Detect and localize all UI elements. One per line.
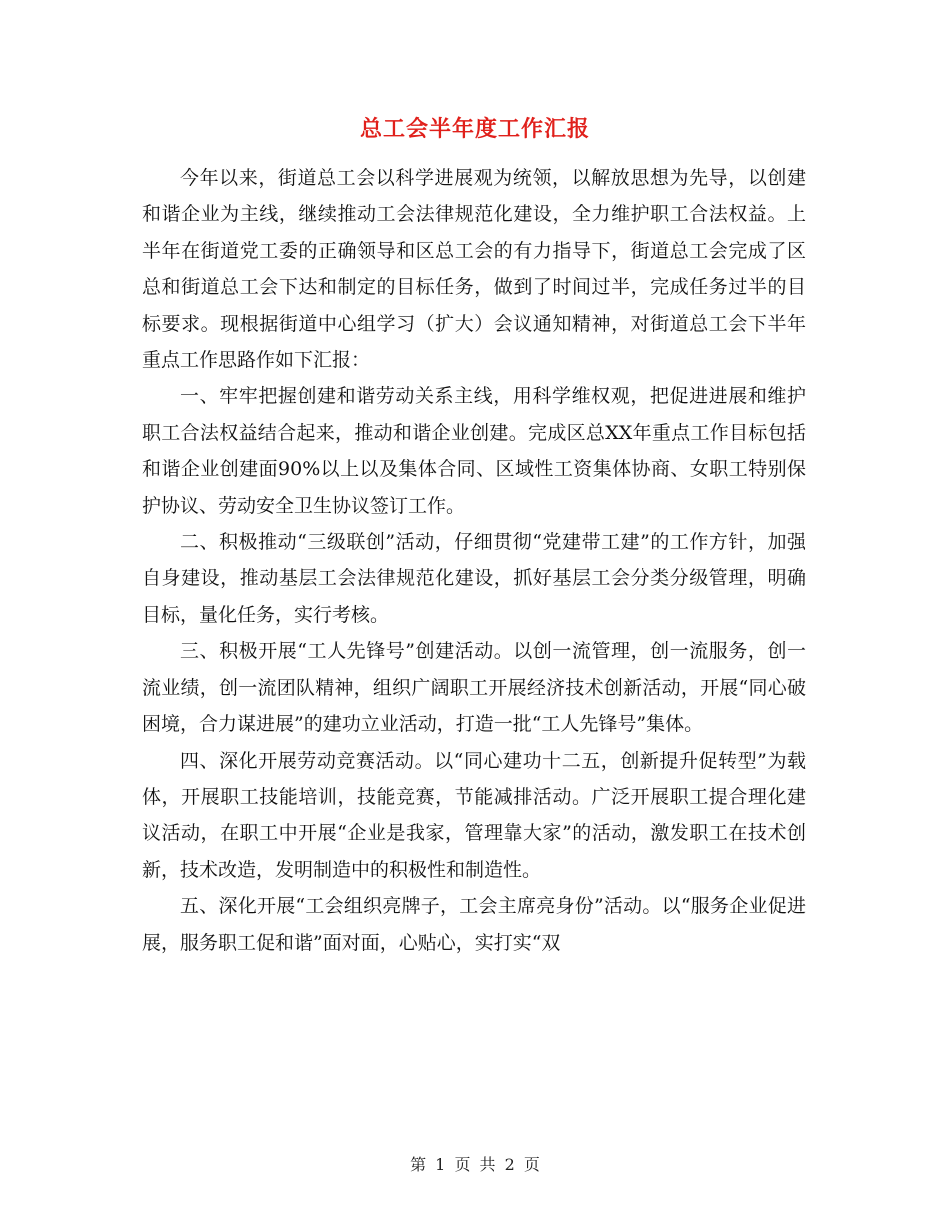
paragraph-5: 五、深化开展“工会组织亮牌子，工会主席亮身份”活动。以“服务企业促进展，服务职工促和谐”面对面，心贴心，实打实“双: [142, 895, 806, 954]
page-number-footer: 第 1 页 共 2 页: [410, 1155, 540, 1174]
paragraph-3: 三、积极开展“工人先锋号”创建活动。以创一流管理，创一流服务，创一流业绩，创一流团队精神，组织广阔职工开展经济技术创新活动，开展“同心破困境，合力谋进展”的建功立业活动，打造一批“工人先锋号”集体。: [142, 640, 806, 736]
paragraph-4: 四、深化开展劳动竞赛活动。以“同心建功十二五，创新提升促转型”为载体，开展职工技能培训，技能竞赛，节能减排活动。广泛开展职工提合理化建议活动，在职工中开展“企业是我家，管理靠大家”的活动，激发职工在技术创新，技术改造，发明制造中的积极性和制造性。: [142, 749, 806, 881]
paragraph-1: 一、牢牢把握创建和谐劳动关系主线，用科学维权观，把促进进展和维护职工合法权益结合起来，推动和谐企业创建。完成区总XX年重点工作目标包括和谐企业创建面90%以上以及集体合同、区域性工资集体协商、女职工特别保护协议、劳动安全卫生协议签订工作。: [142, 385, 806, 517]
document-title: 总工会半年度工作汇报: [359, 117, 590, 142]
paragraph-2: 二、积极推动“三级联创”活动，仔细贯彻“党建带工建”的工作方针，加强自身建设，推动基层工会法律规范化建设，抓好基层工会分类分级管理，明确目标，量化任务，实行考核。: [142, 531, 806, 626]
paragraph-intro: 今年以来，街道总工会以科学进展观为统领，以解放思想为先导，以创建和谐企业为主线，继续推动工会法律规范化建设，全力维护职工合法权益。上半年在街道党工委的正确领导和区总工会的有力指导下，街道总工会完成了区总和街道总工会下达和制定的目标任务，做到了时间过半，完成任务过半的目标要求。现根据街道中心组学习（扩大）会议通知精神，对街道总工会下半年重点工作思路作如下汇报：: [142, 167, 806, 372]
document-body: [142, 160, 806, 961]
